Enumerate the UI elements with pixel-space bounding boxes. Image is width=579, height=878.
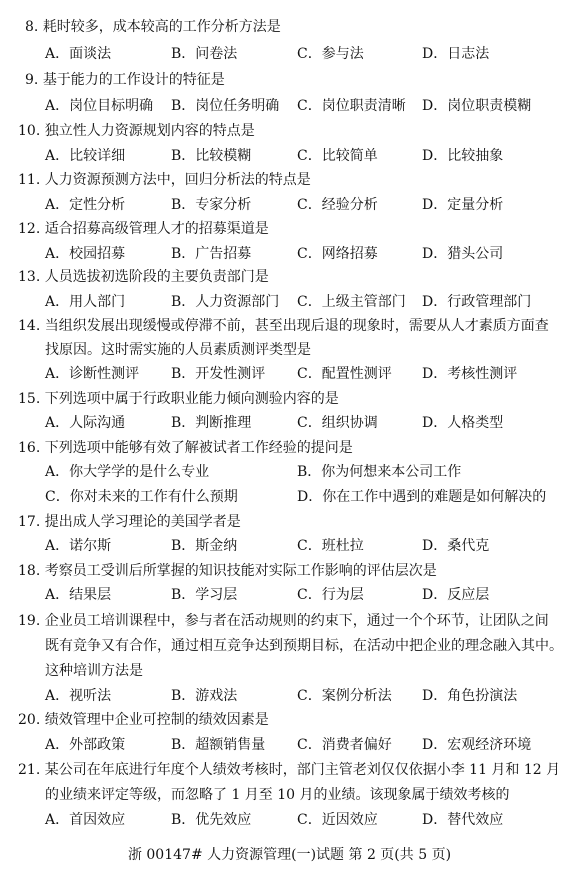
question-stem bbox=[25, 18, 281, 36]
option-a: A．岗位目标明确 bbox=[45, 98, 154, 114]
question-stem bbox=[18, 612, 549, 630]
option-b: B．优先效应 bbox=[171, 812, 252, 828]
option-d: D．考核性测评 bbox=[422, 366, 518, 382]
option-a: A．面谈法 bbox=[45, 46, 112, 62]
option-d: D．人格类型 bbox=[422, 415, 504, 431]
page-footer: 浙 00147# 人力资源管理(一)试题 第 2 页(共 5 页) bbox=[127, 847, 452, 863]
question-stem bbox=[18, 268, 269, 286]
option-b: B．比较模糊 bbox=[171, 148, 252, 164]
option-c: C．参与法 bbox=[297, 46, 364, 62]
option-d: D．宏观经济环境 bbox=[422, 737, 532, 753]
question-text: 人员选拔初选阶段的主要负责部门是 bbox=[44, 269, 269, 285]
option-b: B．你为何想来本公司工作 bbox=[297, 464, 462, 480]
question-stem bbox=[18, 761, 560, 779]
option-a: A．结果层 bbox=[45, 587, 112, 603]
option-d: D．你在工作中遇到的难题是如何解决的 bbox=[297, 489, 547, 505]
question-stem bbox=[18, 711, 269, 729]
option-d: D．日志法 bbox=[422, 46, 490, 62]
option-a: A．诺尔斯 bbox=[45, 538, 112, 554]
option-c: C．组织协调 bbox=[297, 415, 378, 431]
option-d: D．行政管理部门 bbox=[422, 294, 532, 310]
option-c: C．网络招募 bbox=[297, 246, 378, 262]
option-d: D．角色扮演法 bbox=[422, 688, 518, 704]
option-b: B．人力资源部门 bbox=[171, 294, 280, 310]
question-stem bbox=[18, 562, 437, 580]
option-c: C．经验分析 bbox=[297, 197, 378, 213]
question-text: 某公司在年底进行年度个人绩效考核时，部门主管老刘仅仅依据小李 11 月和 12 月 bbox=[44, 762, 561, 778]
option-a: A．视听法 bbox=[45, 688, 112, 704]
question-text: 当组织发展出现缓慢或停滞不前，甚至出现后退的现象时，需要从人才素质方面查 bbox=[44, 318, 549, 334]
question-number: 9. bbox=[25, 72, 39, 88]
question-text-continued: 找原因。这时需实施的人员素质测评类型是 bbox=[45, 342, 311, 358]
question-number: 10. bbox=[18, 123, 41, 139]
question-text: 提出成人学习理论的美国学者是 bbox=[44, 514, 241, 530]
question-number: 15. bbox=[18, 391, 41, 407]
question-text: 下列选项中能够有效了解被试者工作经验的提问是 bbox=[44, 440, 353, 456]
option-c: C．配置性测评 bbox=[297, 366, 392, 382]
option-c: C．近因效应 bbox=[297, 812, 378, 828]
question-number: 11. bbox=[18, 172, 41, 188]
option-b: B．岗位任务明确 bbox=[171, 98, 280, 114]
question-text: 下列选项中属于行政职业能力倾向测验内容的是 bbox=[44, 391, 339, 407]
question-text-continued: 这种培训方法是 bbox=[45, 663, 143, 679]
option-d: D．比较抽象 bbox=[422, 148, 504, 164]
option-a: A．你大学学的是什么专业 bbox=[45, 464, 210, 480]
option-c: C．案例分析法 bbox=[297, 688, 392, 704]
question-text: 基于能力的工作设计的特征是 bbox=[42, 72, 225, 88]
question-stem bbox=[18, 122, 255, 140]
question-number: 12. bbox=[18, 221, 41, 237]
option-c: C．消费者偏好 bbox=[297, 737, 392, 753]
question-number: 17. bbox=[18, 514, 41, 530]
option-b: B．游戏法 bbox=[171, 688, 238, 704]
option-c: C．比较简单 bbox=[297, 148, 378, 164]
question-stem bbox=[18, 171, 311, 189]
question-number: 13. bbox=[18, 269, 41, 285]
option-b: B．广告招募 bbox=[171, 246, 252, 262]
question-stem bbox=[18, 439, 353, 457]
question-text-continued: 的业绩来评定等级，而忽略了 1 月至 10 月的业绩。该现象属于绩效考核的 bbox=[45, 787, 510, 803]
question-number: 21. bbox=[18, 762, 41, 778]
option-c: C．你对未来的工作有什么预期 bbox=[45, 489, 238, 505]
question-text: 耗时较多，成本较高的工作分析方法是 bbox=[42, 19, 281, 35]
question-number: 20. bbox=[18, 712, 41, 728]
question-number: 8. bbox=[25, 19, 39, 35]
option-b: B．开发性测评 bbox=[171, 366, 266, 382]
option-a: A．诊断性测评 bbox=[45, 366, 140, 382]
option-d: D．岗位职责模糊 bbox=[422, 98, 532, 114]
option-d: D．猎头公司 bbox=[422, 246, 504, 262]
option-a: A．校园招募 bbox=[45, 246, 126, 262]
question-text: 人力资源预测方法中，回归分析法的特点是 bbox=[44, 172, 311, 188]
option-d: D．替代效应 bbox=[422, 812, 504, 828]
question-text-continued: 既有竞争又有合作，通过相互竞争达到预期目标，在活动中把企业的理念融入其中。 bbox=[45, 638, 563, 654]
option-c: C．班杜拉 bbox=[297, 538, 364, 554]
option-a: A．人际沟通 bbox=[45, 415, 126, 431]
question-number: 18. bbox=[18, 563, 41, 579]
option-c: C．岗位职责清晰 bbox=[297, 98, 406, 114]
option-d: D．反应层 bbox=[422, 587, 490, 603]
option-b: B．学习层 bbox=[171, 587, 238, 603]
question-number: 16. bbox=[18, 440, 41, 456]
question-text: 独立性人力资源规划内容的特点是 bbox=[44, 123, 255, 139]
question-text: 适合招募高级管理人才的招募渠道是 bbox=[44, 221, 269, 237]
question-stem bbox=[18, 220, 269, 238]
option-c: C．行为层 bbox=[297, 587, 364, 603]
question-text: 考察员工受训后所掌握的知识技能对实际工作影响的评估层次是 bbox=[44, 563, 437, 579]
option-a: A．用人部门 bbox=[45, 294, 126, 310]
option-b: B．斯金纳 bbox=[171, 538, 238, 554]
option-a: A．首因效应 bbox=[45, 812, 126, 828]
question-stem bbox=[18, 317, 549, 335]
question-stem bbox=[18, 390, 339, 408]
question-stem bbox=[25, 71, 225, 89]
option-a: A．比较详细 bbox=[45, 148, 126, 164]
option-b: B．问卷法 bbox=[171, 46, 238, 62]
question-stem bbox=[18, 513, 241, 531]
question-text: 企业员工培训课程中，参与者在活动规则的约束下，通过一个个环节，让团队之间 bbox=[44, 613, 549, 629]
question-text: 绩效管理中企业可控制的绩效因素是 bbox=[44, 712, 269, 728]
option-b: B．专家分析 bbox=[171, 197, 252, 213]
option-a: A．定性分析 bbox=[45, 197, 126, 213]
option-c: C．上级主管部门 bbox=[297, 294, 406, 310]
option-b: B．超额销售量 bbox=[171, 737, 266, 753]
option-d: D．定量分析 bbox=[422, 197, 504, 213]
option-b: B．判断推理 bbox=[171, 415, 252, 431]
option-a: A．外部政策 bbox=[45, 737, 126, 753]
option-d: D．桑代克 bbox=[422, 538, 490, 554]
question-number: 19. bbox=[18, 613, 41, 629]
question-number: 14. bbox=[18, 318, 41, 334]
